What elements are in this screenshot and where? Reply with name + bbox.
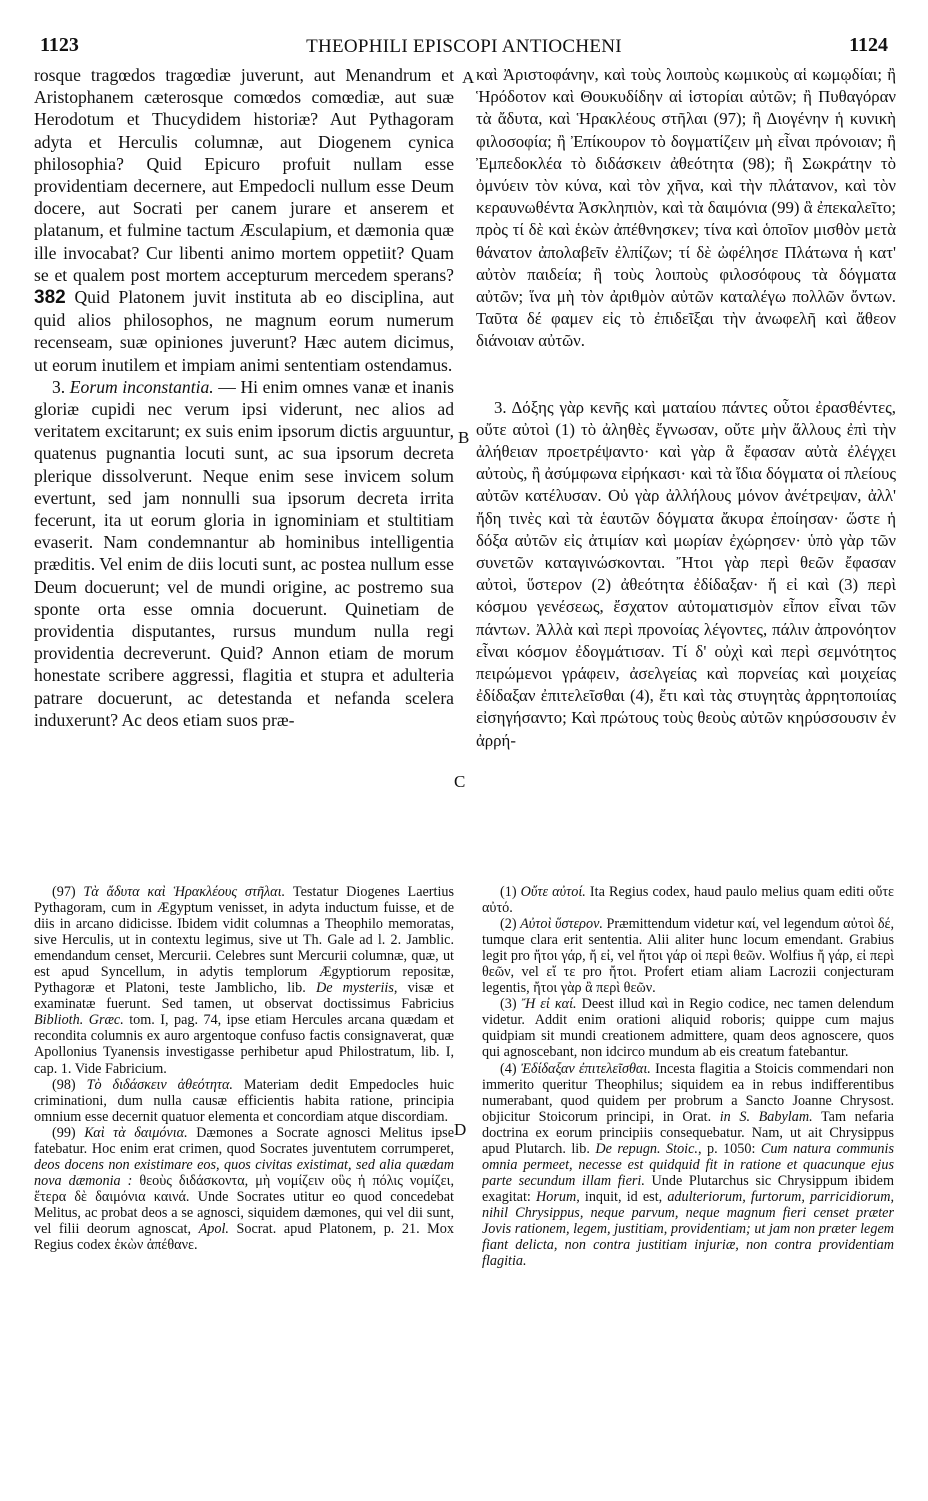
column-number-marker: 382 — [34, 287, 66, 309]
footnote-1-lemma: Οὔτε αὐτοί. — [520, 884, 586, 900]
footnote-3-text: Deest illud καὶ in Regio codice, nec tamen delendum videtur. Addit enim orationi aliquid roboris; quippe cum majus quidpiam sit mundi creationem admittere, quam deos agnoscere, quos qui agnoscebant, non idcirco mundum ab eis creatum fatebantur. — [482, 996, 894, 1061]
footnote-4-lemma: Ἐδίδαξαν ἐπιτελεῖσθαι. — [520, 1060, 651, 1077]
latin-section-heading: Eorum inconstantia. — [69, 376, 214, 397]
footnote-99-ref: Apol. — [198, 1220, 229, 1237]
footnote-97-ref-1: De mysteriis — [315, 980, 394, 997]
margin-letter-d: D — [454, 1120, 467, 1139]
running-title: THEOPHILI EPISCOPI ANTIOCHENI — [306, 36, 622, 57]
greek-main-column — [476, 64, 896, 880]
footnote-98-lemma: Τὸ διδάσκειν ἀθεότητα. — [86, 1076, 233, 1093]
footnote-97 — [34, 884, 454, 1077]
footnote-4-ref-2: De repugn. Stoic. — [595, 1140, 698, 1157]
footnote-2-lemma: Αὐτοὶ ὕστερον. — [520, 916, 603, 933]
footnote-4-text-c: , p. 1050: — [697, 1140, 761, 1157]
footnote-99-label: (99) — [52, 1124, 76, 1141]
footnote-99 — [34, 1125, 454, 1253]
footnote-4-text-b: Tam nefaria doctrina ex eorum principiis consequebatur. Nam, ut ait Chrysippus apud Plutarch. lib. — [482, 1108, 894, 1157]
footnote-99-quote: deos docens non existimare eos, quos civitas existimat, sed alia quædam nova dæmonia : — [34, 1156, 454, 1189]
footnote-3-label: (3) — [500, 996, 517, 1013]
footnote-4-text-e: inquit, id est, — [579, 1188, 668, 1205]
latin-main-column — [34, 64, 454, 880]
footnote-3 — [482, 996, 894, 1060]
footnotes-right-column — [482, 884, 894, 1494]
footnote-2-label: (2) — [500, 916, 517, 933]
greek-paragraph-1: καὶ Ἀριστοφάνην, καὶ τοὺς λοιποὺς κωμικοὺς αἱ κωμῳδίαι; ἢ Ἡρόδοτον καὶ Θουκυδίδην αἱ ἱστορίαι αὐτῶν; ἢ Πυθαγόραν τὰ ἄδυτα, καὶ Ἡρακλέους στῆλαι (97); ἢ Διογένην ἡ κυνικὴ φιλοσοφία; ἢ Ἐπίκουρον τὸ δογματίζειν μὴ εἶναι πρόνοιαν; ἢ Ἐμπεδοκλέα τὸ διδάσκειν ἀθεότητα (98); ἢ Σωκράτην τὸ ὀμνύειν τὸν κύνα, καὶ τὸν χῆνα, καὶ τὴν πλάτανον, καὶ τὸν κεραυνωθέντα Ἀσκληπιὸν, καὶ τὰ δαιμόνια (99) ἃ ἐπεκαλεῖτο; πρὸς τί δὲ καὶ ἑκὼν ἀπέθνησκεν; τίνα καὶ ὁποῖον μισθὸν μετὰ θάνατον ἀπολαβεῖν ἐλπίζων; τί δὲ ὠφέλησε Πλάτωνα ἡ κατ' αὐτὸν παιδεία; ἢ τοὺς λοιποὺς φιλοσόφους τὰ δόγματα αὐτῶν; ἵνα μὴ τὸν ἀριθμὸν αὐτῶν καταλέγω πολλῶν ὄντων. Ταῦτα δέ φαμεν εἰς τὸ ἐπιδεῖξαι τὴν ἀνωφελῆ καὶ ἄθεον διάνοιαν αὐτῶν. — [476, 65, 896, 351]
page-number-right: 1124 — [849, 34, 888, 56]
footnote-97-text-c: tom. I, pag. 74, ipse etiam Hercules arcana quædam et recondita columnis ex auro argentoque confuso factis consignaverat, quæ Apollonius Tyanensis investigasse perhibetur apud Philostratum, lib. I, cap. 1. Vide Fabricium. — [34, 1012, 454, 1077]
footnote-98-text: Materiam dedit Empedocles huic criminationi, dum nulla causæ efficientis habita ratione, principia omnium esse decernit quatuor elementa et concordiam atque discordiam. — [34, 1076, 454, 1125]
footnote-97-label: (97) — [52, 884, 76, 900]
footnote-99-text-a: Dæmones a Socrate agnosci Melitus ipse fatebatur. Hoc enim erat crimen, quod Socrates juventutem corrumperet, — [34, 1124, 454, 1157]
margin-letter-b: B — [458, 428, 470, 447]
margin-letter-a: A — [462, 68, 475, 87]
footnote-4-label: (4) — [500, 1060, 517, 1077]
footnote-1-label: (1) — [500, 884, 517, 900]
footnote-97-ref-2: Biblioth. Græc. — [34, 1012, 124, 1029]
footnotes-left-column — [34, 884, 454, 1474]
footnote-2-text: Præmittendum videtur καί, vel legendum αὐτοὶ δέ, tumque clara erit sententia. Alii aliter hunc locum emendant. Grabius legit pro ἤτοι γάρ, ἤ εἰ, vel ἤτοι γάρ οἱ περὶ θεῶν. Wolfius ἤ γάρ, εἰ περὶ θεῶν, vel εἴ τε pro ἤτοι. Profert etiam aliam Lacrozii conjecturam legentis, ἤτοι γὰρ ἃ περὶ θεῶν. — [482, 916, 894, 997]
footnote-4-ref-1: in S. Babylam. — [719, 1108, 813, 1125]
footnote-97-text-b: , visæ et examinatæ fuerunt. Sed tamen, ut observat doctissimus Fabricius — [34, 980, 454, 1013]
footnote-4-text-d: Unde Plutarchus sic Chrysippum ibidem exagitat: — [482, 1172, 894, 1205]
footnote-2 — [482, 916, 894, 996]
footnote-3-lemma: Ἤ εἰ καί. — [521, 996, 577, 1013]
page-header — [0, 0, 928, 72]
footnote-4-quote-2: Horum, — [536, 1188, 580, 1205]
latin-p1-text-a: rosque tragœdos tragœdiæ juverunt, aut Menandrum et Aristophanem cæterosque comœdos comœdiæ, aut suæ Herodotum et Thucydidem historiæ? Aut Pythagoram adyta et Herculis columnæ, aut Diogenem cynica philosophia? Quid Epicuro profuit nullam esse providentiam decernere, aut Empedocli nullum esse Deum docere, aut Socrati per canem jurare et anserem et platanum, et fulmine tactum Æsculapium, et dæmonia quæ ille invocabat? Cur libenti animo mortem oppetiit? Quam se et qualem post mortem accepturum mercedem sperans? — [34, 65, 454, 285]
latin-p2-text: — Hi enim omnes vanæ et inanis gloriæ cupidi nec verum ipsi viderunt, nec alios ad veritatem excitarunt; ex suis enim ipsorum dictis arguuntur, quatenus pugnantia locuti sunt, ac sua ipsorum decreta plerique dissolverunt. Neque enim sese invicem solum evertunt, sed jam nonnulli sua ipsorum decreta irrita fecerunt, ita ut eorum gloria in ignominiam et stultitiam evaserit. Nam condemnantur ab hominibus intelligentia præditis. Vel enim de diis locuti sunt, ac postea nullum esse Deum docuerunt; vel de mundi origine, ac postremo sua sponte orta esse omnia docuerunt. Quinetiam de providentia disputantes, rursus mundum nulla regi providentia decreverunt. Quid? Annon etiam de morum honestate scribere aggressi, flagitia et stupra et adulteria patrare docuerunt, ac detestanda et nefanda scelera induxerunt? Ac deos etiam suos præ- — [34, 376, 454, 730]
margin-letter-c: C — [454, 772, 466, 791]
footnote-98-label: (98) — [52, 1076, 76, 1093]
footnote-1 — [482, 884, 894, 916]
footnote-1-text: Ita Regius codex, haud paulo melius quam editi οὔτε αὐτό. — [482, 884, 894, 917]
latin-p1-text-b: Quid Platonem juvit instituta ab eo disciplina, aut quid alios philosophos, ne magnum eorum numerum recenseam, suæ opiniones juverunt? Hæc autem dicimus, ut eorum inutilem et impiam animi sententiam ostendamus. — [34, 287, 454, 375]
footnote-4-quote-3: adulteriorum, furtorum, parricidiorum, nihil Chrysippus, neque parvum, neque magnum fieri censet præter Jovis rationem, legem, justitiam, providentiam; ut jam non præter legem fiant delicta, non contra justitiam injuriæ, non contra providentiam flagitia. — [482, 1188, 894, 1270]
page-number-left: 1123 — [40, 34, 79, 56]
footnote-99-text-c: Socrat. apud Platonem, p. 21. Mox Regius codex ἑκὼν ἀπέθανε. — [34, 1220, 454, 1254]
latin-section-number: 3. — [52, 376, 66, 397]
footnote-4-quote-1: Cum natura communis omnia permeet, necesse est quidquid fit in ratione et quacunque ejus parte secundum illam fieri. — [482, 1140, 894, 1189]
footnote-4 — [482, 1061, 894, 1270]
footnote-98 — [34, 1077, 454, 1125]
greek-paragraph-2: 3. Δόξης γὰρ κενῆς καὶ ματαίου πάντες οὗτοι ἐρασθέντες, οὔτε αὐτοὶ (1) τὸ ἀληθὲς ἔγνωσαν, οὔτε μὴν ἄλλους ἐπὶ τὴν ἀλήθειαν προετρέψαντο· καὶ γὰρ ἃ ἔφασαν αὐτὰ ἐλέγχει αὐτοὺς, ἢ ἀσύμφωνα εἰρήκασι· καὶ τὰ ἴδια δόγματα οἱ πλείους αὐτῶν κατέλυσαν. Οὐ γὰρ ἀλλήλους μόνον ἀνέτρεψαν, ἀλλ' ἤδη τινὲς καὶ τὰ ἑαυτῶν δόγματα ἄκυρα ἐποίησαν· ὥστε ἡ δόξα αὐτῶν εἰς ἀτιμίαν καὶ μωρίαν ἐχώρησεν· ὑπὸ γὰρ τῶν συνετῶν καταγινώσκονται. Ἤτοι γὰρ περὶ θεῶν ἔφασαν αὐτοὶ, ὕστερον (2) ἀθεότητα ἐδίδαξαν· ἤ εἰ καὶ (3) περὶ κόσμου γενέσεως, ἔσχατον αὐτοματισμὸν εἶπον εἶναι τῶν πάντων. Ἀλλὰ καὶ περὶ προνοίας λέγοντες, πάλιν ἀπρονόητον εἶναι κόσμον ἐδογμάτισαν. Τί δ' οὐχὶ καὶ περὶ σεμνότητος πειρώμενοι γράφειν, ἀσελγείας καὶ πορνείας καὶ μοιχείας ἐδίδαξαν ἐπιτελεῖσθαι (4), ἔτι καὶ τὰς στυγητὰς ἀρρητοποιίας εἰσηγήσαντο; Καὶ πρώτους τοὺς θεοὺς αὐτῶν κηρύσσουσιν ἐν ἀρρή- — [476, 397, 896, 750]
footnote-97-text-a: Testatur Diogenes Laertius Pythagoram, cum in Ægyptum venisset, in adyta inductum fuisse, et de diis in arcano didicisse. Ibidem vidit columnas a Theophilo memoratas, sive Herculis, ut in contextu legimus, sive ut Th. Gale ad l. 2. Jamblic. emendandum censet, Mercurii. Celebres sunt Mercurii columnæ, quæ, ut est apud Syncellum, in adytis templorum Ægyptiorum repositæ, Pythagoræ et Platoni, teste Jamblicho, lib. — [34, 884, 454, 997]
latin-paragraph-1 — [34, 64, 454, 376]
footnote-99-text-b: θεοὺς διδάσκοντα, μὴ νομίζειν οὓς ἡ πόλις νομίζει, ἕτερα δὲ δαιμόνια καινά. Unde Socrates utitur eo quod concedebat Melitus, ac probat deos a se agnosci, siquidem dæmones, qui vel dii sunt, vel filii deorum agnoscat, — [34, 1172, 454, 1237]
latin-paragraph-2 — [34, 376, 454, 731]
footnote-99-lemma: Καὶ τὰ δαιμόνια. — [84, 1124, 188, 1141]
footnote-97-lemma: Τὰ ἄδυτα καὶ Ἡρακλέους στῆλαι. — [83, 884, 286, 900]
footnote-4-text-a: Incesta flagitia a Stoicis commendari non immerito queritur Theophilus; siquidem ea in rebus indifferentibus numerabant, quod quidem per probrum a Sancto Joanne Chrysost. objicitur Stoicorum principi, in Orat. — [482, 1060, 894, 1125]
